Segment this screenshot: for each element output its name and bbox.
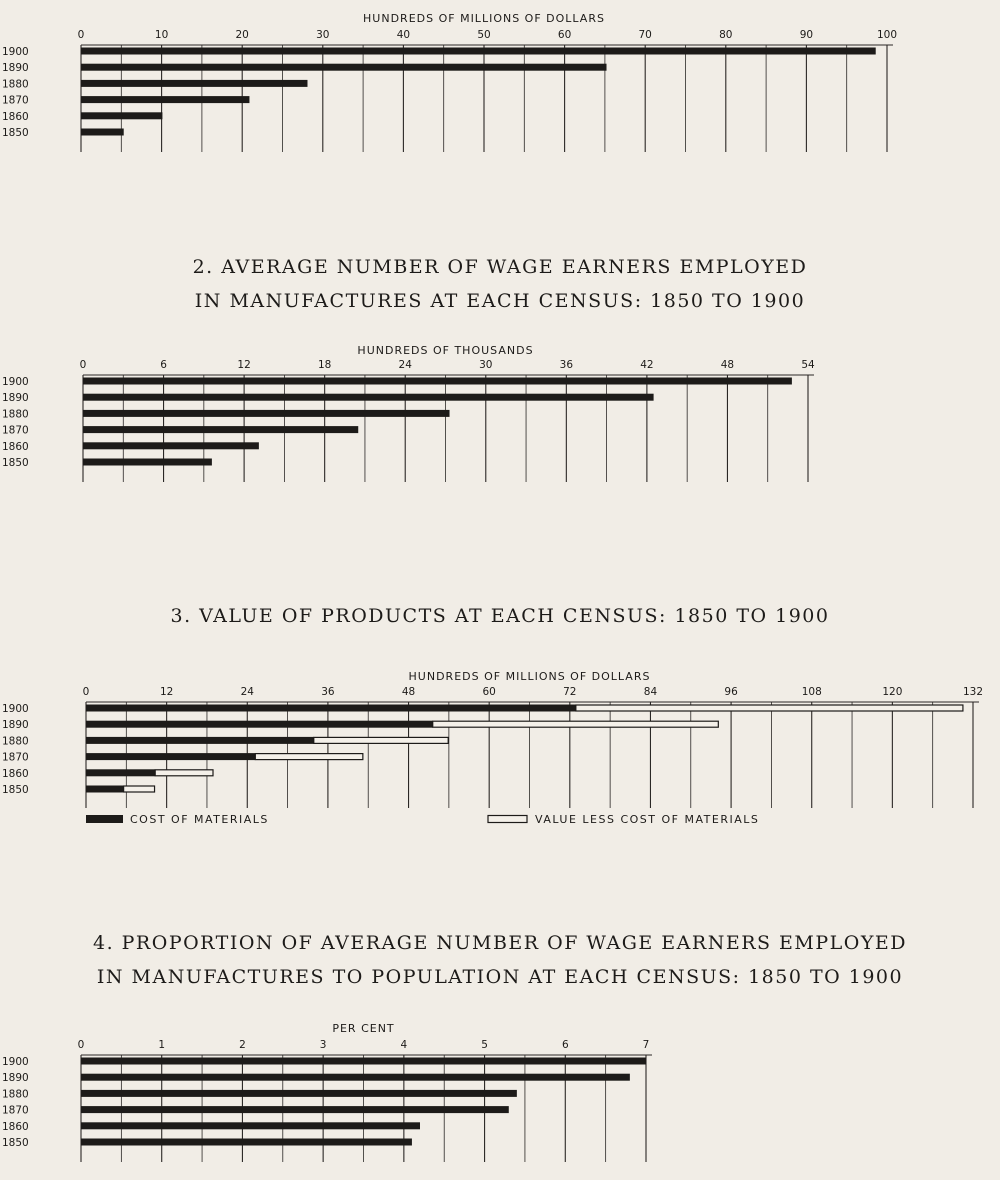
bar	[81, 1058, 646, 1065]
chart-title-line: 3. VALUE OF PRODUCTS AT EACH CENSUS: 1850 TO 1900	[170, 605, 830, 627]
category-label: 1900	[2, 1056, 29, 1068]
legend-label: COST OF MATERIALS	[130, 813, 269, 826]
category-label: 1850	[2, 1137, 29, 1149]
tick-label: 20	[235, 29, 249, 41]
category-label: 1860	[2, 440, 29, 453]
bar	[83, 442, 259, 449]
bar	[81, 1074, 630, 1081]
bar-value-less-cost	[433, 721, 719, 727]
tick-label: 3	[319, 1039, 327, 1051]
bar	[81, 64, 607, 71]
tick-label: 24	[240, 686, 254, 698]
chart-title-line: 2. AVERAGE NUMBER OF WAGE EARNERS EMPLOYED	[192, 256, 808, 278]
bar	[81, 1139, 412, 1146]
tick-label: 50	[477, 29, 491, 41]
category-label: 1860	[2, 110, 29, 123]
tick-label: 48	[720, 359, 735, 371]
tick-label: 54	[801, 359, 815, 371]
tick-label: 10	[154, 29, 169, 41]
tick-label: 48	[401, 686, 416, 698]
tick-label: 42	[640, 359, 654, 371]
chart-wage-earners	[0, 330, 1000, 490]
tick-label: 72	[563, 686, 577, 698]
bar	[81, 112, 162, 119]
tick-label: 90	[799, 29, 814, 41]
category-label: 1850	[2, 127, 29, 139]
chart-title-line: IN MANUFACTURES TO POPULATION AT EACH CENSUS: 1850 TO 1900	[96, 966, 904, 988]
tick-label: 24	[398, 359, 412, 371]
category-label: 1870	[2, 751, 29, 764]
tick-label: 70	[638, 29, 652, 41]
bar-cost-of-materials	[86, 753, 255, 760]
bar-cost-of-materials	[86, 737, 314, 744]
tick-label: 1	[158, 1039, 166, 1051]
bar	[83, 459, 212, 466]
axis-title: HUNDREDS OF MILLIONS OF DOLLARS	[408, 670, 651, 683]
bar	[81, 1122, 420, 1129]
tick-label: 40	[396, 29, 411, 41]
category-label: 1900	[2, 376, 29, 388]
tick-label: 30	[316, 29, 330, 41]
category-label: 1890	[2, 62, 29, 75]
tick-label: 30	[479, 359, 493, 371]
bar-value-less-cost	[576, 705, 963, 711]
tick-label: 4	[400, 1039, 408, 1051]
bar	[81, 96, 249, 103]
bar-value-less-cost	[124, 786, 155, 792]
bar	[83, 378, 792, 385]
category-label: 1870	[2, 424, 29, 437]
bar	[83, 410, 450, 417]
legend-label: VALUE LESS COST OF MATERIALS	[535, 813, 760, 826]
chart-title-line: IN MANUFACTURES AT EACH CENSUS: 1850 TO 1900	[194, 290, 806, 312]
category-label: 1850	[2, 784, 29, 796]
chart-wage-earner-proportion	[0, 1010, 1000, 1180]
category-label: 1870	[2, 1104, 29, 1117]
tick-label: 60	[482, 686, 496, 698]
tick-label: 6	[561, 1039, 569, 1051]
bar-cost-of-materials	[86, 721, 433, 728]
tick-label: 96	[724, 686, 738, 698]
bar	[81, 1090, 517, 1097]
tick-label: 80	[719, 29, 733, 41]
tick-label: 108	[801, 686, 822, 698]
bar-value-less-cost	[314, 737, 448, 743]
tick-label: 100	[876, 29, 898, 41]
tick-label: 120	[882, 686, 903, 698]
tick-label: 36	[321, 686, 335, 698]
bar	[83, 394, 654, 401]
category-label: 1900	[2, 46, 29, 58]
bar-cost-of-materials	[86, 705, 576, 712]
chart-value-of-products	[0, 660, 1000, 840]
legend-swatch-solid	[86, 815, 123, 823]
category-label: 1890	[2, 719, 29, 732]
chart-title-line: 4. PROPORTION OF AVERAGE NUMBER OF WAGE EARNERS EMPLOYED	[92, 932, 908, 954]
bar	[81, 48, 876, 55]
category-label: 1880	[2, 78, 29, 91]
chart-total-capital	[0, 0, 1000, 175]
tick-label: 0	[77, 1039, 85, 1051]
tick-label: 60	[557, 29, 572, 41]
bar-value-less-cost	[155, 770, 213, 776]
bar-value-less-cost	[255, 754, 363, 760]
bar	[81, 1106, 509, 1113]
tick-label: 132	[962, 686, 984, 698]
tick-label: 84	[643, 686, 658, 698]
tick-label: 0	[77, 29, 85, 41]
category-label: 1860	[2, 767, 29, 780]
category-label: 1890	[2, 1072, 29, 1085]
tick-label: 6	[160, 359, 167, 371]
category-label: 1880	[2, 735, 29, 748]
category-label: 1860	[2, 1120, 29, 1133]
axis-title: PER CENT	[332, 1022, 395, 1035]
axis-title: HUNDREDS OF THOUSANDS	[357, 344, 534, 357]
category-label: 1880	[2, 1088, 29, 1101]
chart-title-value-of-products	[0, 599, 1000, 633]
bar	[81, 129, 124, 136]
tick-label: 7	[642, 1039, 650, 1051]
tick-label: 12	[237, 359, 251, 371]
legend-swatch-outline	[488, 816, 527, 823]
category-label: 1880	[2, 408, 29, 421]
category-label: 1900	[2, 703, 29, 715]
category-label: 1850	[2, 457, 29, 469]
category-label: 1870	[2, 94, 29, 107]
bar	[83, 426, 358, 433]
axis-title: HUNDREDS OF MILLIONS OF DOLLARS	[363, 12, 605, 25]
bar-cost-of-materials	[86, 769, 155, 776]
tick-label: 12	[159, 686, 174, 698]
tick-label: 36	[559, 359, 574, 371]
tick-label: 0	[79, 359, 87, 371]
tick-label: 2	[239, 1039, 246, 1051]
chart-title-proportion	[0, 926, 1000, 994]
tick-label: 5	[481, 1039, 488, 1051]
tick-label: 0	[82, 686, 90, 698]
bar-cost-of-materials	[86, 786, 124, 793]
tick-label: 18	[317, 359, 332, 371]
chart-title-wage-earners	[0, 250, 1000, 318]
bar	[81, 80, 307, 87]
category-label: 1890	[2, 392, 29, 405]
